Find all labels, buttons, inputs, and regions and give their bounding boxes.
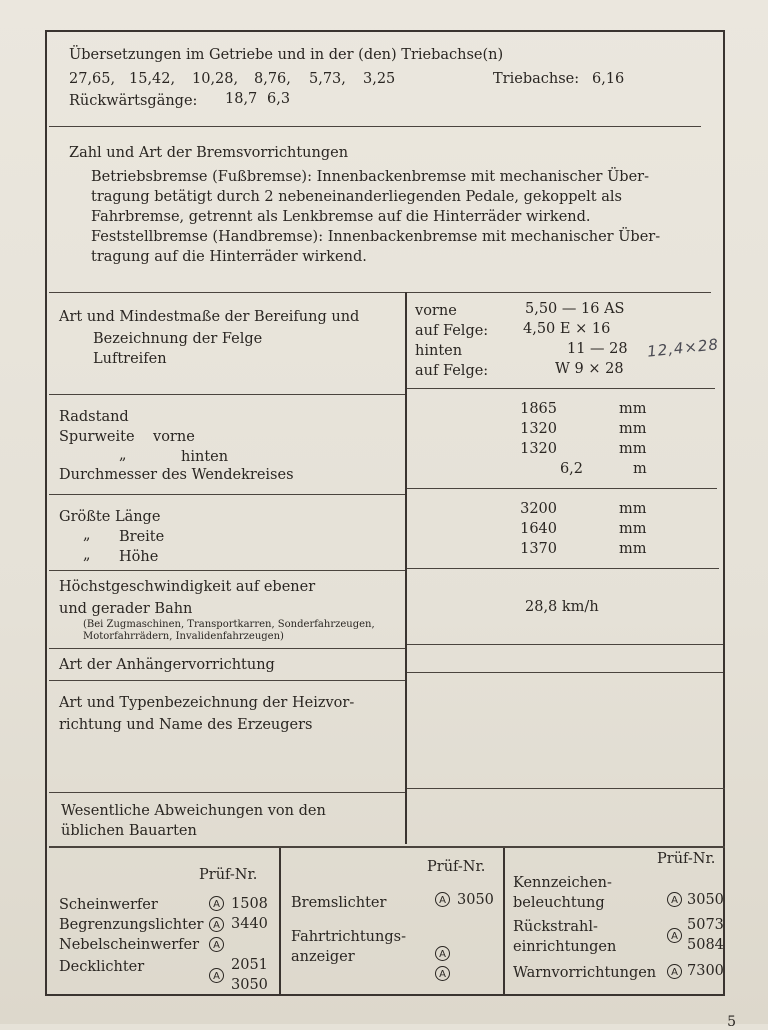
trailer-label: Art der Anhängervorrichtung — [59, 657, 275, 673]
divider — [407, 488, 717, 489]
spurweite-rear: hinten — [181, 449, 229, 465]
tyre-front-rim-label: auf Felge: — [415, 323, 489, 339]
radstand-value: 1865 — [520, 401, 557, 417]
axle-value: 6,16 — [592, 71, 625, 87]
height-label: Höhe — [119, 549, 159, 565]
deck-label: Decklichter — [59, 959, 145, 975]
approval-mark-icon: A — [209, 896, 224, 911]
speed-label-1: Höchstgeschwindigkeit auf ebener — [59, 579, 316, 595]
axle-label: Triebachse: — [493, 71, 580, 87]
approval-mark-icon: A — [435, 946, 450, 961]
heating-label-2: richtung und Name des Erzeugers — [59, 717, 313, 733]
width-value: 1640 — [520, 521, 557, 537]
tyre-front-label: vorne — [415, 303, 457, 319]
approval-mark-icon: A — [435, 966, 450, 981]
pruef-nr-header-2: Prüf-Nr. — [427, 859, 486, 875]
spur-rear-unit: mm — [619, 441, 647, 457]
scheinwerfer-label: Scheinwerfer — [59, 897, 158, 913]
brakes-line-3: Fahrbremse, getrennt als Lenkbremse auf die Hinterräder wirkend. — [91, 209, 591, 225]
length-unit: mm — [619, 501, 647, 517]
nebel-label: Nebelscheinwerfer — [59, 937, 200, 953]
tyre-rear-value: 11 — 28 — [567, 341, 628, 357]
heating-label-1: Art und Typenbezeichnung der Heizvor- — [59, 695, 355, 711]
scheinwerfer-nr: 1508 — [231, 896, 268, 912]
approval-mark-icon: A — [435, 892, 450, 907]
warn-nr: 7300 — [687, 963, 724, 979]
spur-front-value: 1320 — [520, 421, 557, 437]
spurweite-label: Spurweite — [59, 429, 135, 445]
reverse-value-1: 18,7 — [225, 91, 258, 107]
brems-nr: 3050 — [457, 892, 494, 908]
deck-nr-1: 2051 — [231, 957, 268, 973]
divider — [49, 494, 405, 495]
divider — [49, 648, 405, 649]
tyres-label-1: Art und Mindestmaße der Bereifung und — [59, 309, 360, 325]
approval-mark-icon: A — [209, 937, 224, 952]
spur-front-unit: mm — [619, 421, 647, 437]
brems-label: Bremslichter — [291, 895, 387, 911]
divider — [49, 680, 405, 681]
divider — [407, 672, 723, 673]
tyre-front-rim-value: 4,50 E × 16 — [523, 321, 611, 337]
radstand-label: Radstand — [59, 409, 129, 425]
tyre-rear-rim-value: W 9 × 28 — [555, 361, 624, 377]
height-unit: mm — [619, 541, 647, 557]
turning-value: 6,2 — [559, 461, 583, 477]
brakes-line-5: tragung auf die Hinterräder wirkend. — [91, 249, 367, 265]
brakes-heading: Zahl und Art der Bremsvorrichtungen — [69, 145, 349, 161]
approval-mark-icon: A — [667, 964, 682, 979]
speed-note-2: Motorfahrrädern, Invalidenfahrzeugen) — [83, 631, 284, 642]
handwritten-note: 12,4×28 — [646, 335, 720, 361]
turning-circle-label: Durchmesser des Wendekreises — [59, 467, 294, 483]
rueck-label-1: Rückstrahl- — [513, 919, 598, 935]
divider — [49, 126, 701, 127]
page-number: 5 — [727, 1014, 736, 1030]
approval-mark-icon: A — [667, 892, 682, 907]
ditto-mark: „ — [119, 447, 127, 463]
gear-ratio-1: 27,65, — [69, 71, 116, 87]
ditto-mark: „ — [83, 547, 91, 563]
turning-unit: m — [633, 461, 647, 477]
rueck-label-2: einrichtungen — [513, 939, 617, 955]
kennz-nr: 3050 — [687, 892, 724, 908]
column-divider — [279, 848, 281, 996]
width-unit: mm — [619, 521, 647, 537]
speed-note-1: (Bei Zugmaschinen, Transportkarren, Sonderfahrzeugen, — [83, 619, 375, 630]
tyre-rear-label: hinten — [415, 343, 463, 359]
ditto-mark: „ — [83, 527, 91, 543]
fahrtr-label-2: anzeiger — [291, 949, 355, 965]
pruef-nr-header-3: Prüf-Nr. — [657, 851, 716, 867]
begrenzung-label: Begrenzungslichter — [59, 917, 204, 933]
kennz-label-1: Kennzeichen- — [513, 875, 612, 891]
radstand-unit: mm — [619, 401, 647, 417]
tyre-front-value: 5,50 — 16 AS — [525, 301, 625, 317]
gear-ratio-3: 10,28, — [192, 71, 239, 87]
rueck-nr-2: 5084 — [687, 937, 724, 953]
divider — [407, 568, 719, 569]
divider — [407, 788, 725, 789]
kennz-label-2: beleuchtung — [513, 895, 605, 911]
divider — [407, 644, 723, 645]
length-value: 3200 — [520, 501, 557, 517]
reverse-label: Rückwärtsgänge: — [69, 93, 198, 109]
spur-rear-value: 1320 — [520, 441, 557, 457]
approval-mark-icon: A — [209, 917, 224, 932]
length-label: Größte Länge — [59, 509, 161, 525]
pruef-nr-header-1: Prüf-Nr. — [199, 867, 258, 883]
tyres-label-3: Luftreifen — [93, 351, 167, 367]
speed-value: 28,8 km/h — [525, 599, 599, 615]
brakes-line-2: tragung betätigt durch 2 nebeneinanderliegenden Pedale, gekoppelt als — [91, 189, 622, 205]
fahrtr-label-1: Fahrtrichtungs- — [291, 929, 406, 945]
form-frame — [45, 30, 725, 996]
deck-nr-2: 3050 — [231, 977, 268, 993]
brakes-line-4: Feststellbremse (Handbremse): Innenbackenbremse mit mechanischer Über- — [91, 229, 661, 245]
approval-mark-icon: A — [667, 928, 682, 943]
gears-heading: Übersetzungen im Getriebe und in der (den) Triebachse(n) — [69, 47, 504, 63]
gear-ratio-2: 15,42, — [129, 71, 176, 87]
gear-ratio-5: 5,73, — [309, 71, 346, 87]
spurweite-front: vorne — [153, 429, 195, 445]
gear-ratio-6: 3,25 — [363, 71, 396, 87]
warn-label: Warnvorrichtungen — [513, 965, 657, 981]
reverse-value-2: 6,3 — [267, 91, 291, 107]
divider — [49, 792, 405, 793]
deviations-label-2: üblichen Bauarten — [61, 823, 197, 839]
deviations-label-1: Wesentliche Abweichungen von den — [61, 803, 326, 819]
width-label: Breite — [119, 529, 165, 545]
brakes-line-1: Betriebsbremse (Fußbremse): Innenbackenbremse mit mechanischer Über- — [91, 169, 649, 185]
divider — [49, 292, 711, 293]
tyres-label-2: Bezeichnung der Felge — [93, 331, 263, 347]
divider — [49, 394, 405, 395]
begrenzung-nr: 3440 — [231, 916, 268, 932]
tyre-rear-rim-label: auf Felge: — [415, 363, 489, 379]
divider — [407, 388, 715, 389]
speed-label-2: und gerader Bahn — [59, 601, 193, 617]
rueck-nr-1: 5073 — [687, 917, 724, 933]
divider — [49, 846, 725, 848]
column-divider — [503, 848, 505, 996]
approval-mark-icon: A — [209, 968, 224, 983]
divider — [49, 570, 405, 571]
height-value: 1370 — [520, 541, 557, 557]
gear-ratio-4: 8,76, — [254, 71, 291, 87]
